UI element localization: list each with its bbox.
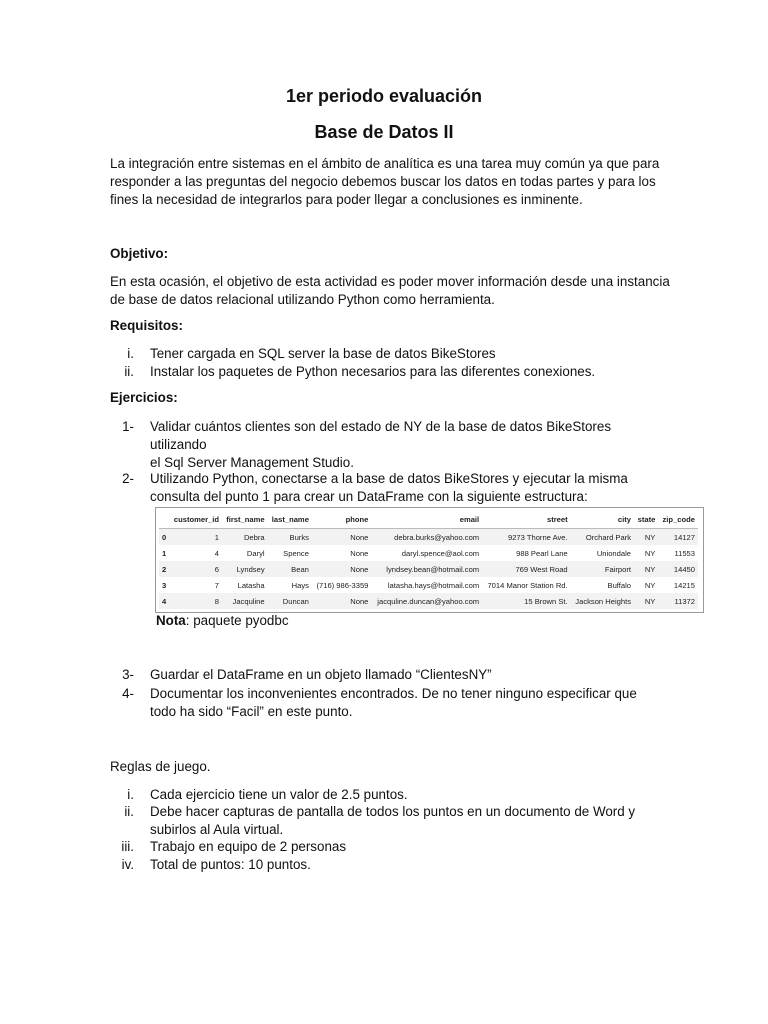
column-header: phone	[312, 511, 371, 529]
table-cell: Burks	[268, 529, 312, 546]
table-cell: Debra	[222, 529, 268, 546]
table-cell: Bean	[268, 561, 312, 577]
table-row	[159, 545, 698, 561]
column-header: state	[634, 511, 658, 529]
column-header: customer_id	[170, 511, 223, 529]
table-cell: Duncan	[268, 593, 312, 609]
table-cell: 9273 Thorne Ave.	[482, 529, 571, 546]
column-header: first_name	[222, 511, 268, 529]
list-marker: i.	[127, 787, 134, 802]
column-header: city	[571, 511, 634, 529]
table-cell: 4	[214, 548, 220, 558]
list-marker: 2-	[122, 471, 134, 486]
column-header	[159, 511, 170, 529]
table-cell: 11372	[658, 593, 698, 609]
table-cell: 8	[170, 593, 223, 609]
table-cell: NY	[644, 580, 656, 590]
list-text: Tener cargada en SQL server la base de datos BikeStores	[150, 346, 496, 361]
intro-paragraph	[110, 155, 670, 209]
table-cell: 988 Pearl Lane	[516, 548, 568, 558]
requisitos-heading: Requisitos:	[110, 318, 183, 333]
table-cell: Jackson Heights	[571, 593, 634, 609]
table-cell: 14215	[673, 580, 695, 590]
row-index: 2	[159, 561, 170, 577]
table-cell: None	[312, 593, 371, 609]
table-row	[159, 561, 698, 577]
table-cell: 1	[170, 529, 223, 546]
ejercicios-heading: Ejercicios:	[110, 390, 178, 405]
table-cell: None	[350, 548, 369, 558]
list-marker: 1-	[122, 419, 134, 434]
table-cell: latasha.hays@hotmail.com	[387, 580, 480, 590]
objetivo-paragraph	[110, 273, 670, 309]
list-text: Trabajo en equipo de 2 personas	[150, 839, 347, 854]
dataframe-table	[159, 511, 698, 609]
table-cell: (716) 986-3359	[316, 580, 369, 590]
column-header: street	[482, 511, 571, 529]
table-cell: NY	[644, 548, 656, 558]
column-header: last_name	[268, 511, 312, 529]
nota-text: : paquete pyodbc	[185, 613, 289, 628]
table-cell: Latasha	[237, 580, 265, 590]
list-text-line: Validar cuántos clientes son del estado de NY de la base de datos BikeStores utilizando	[150, 419, 612, 452]
table-row	[159, 577, 698, 593]
list-text	[150, 685, 660, 721]
list-text-line: consulta del punto 1 para crear un DataFrame con la siguiente estructura:	[150, 489, 588, 504]
list-text-line: el Sql Server Management Studio.	[150, 455, 354, 470]
list-marker: iii.	[121, 839, 134, 854]
row-index: 0	[159, 529, 170, 546]
table-cell: daryl.spence@aol.com	[401, 548, 480, 558]
list-text-line: subirlos al Aula virtual.	[150, 822, 284, 837]
list-text-line: Debe hacer capturas de pantalla de todos los puntos en un documento de Word y	[150, 804, 636, 819]
intro-line: La integración entre sistemas en el ámbito de analítica es una tarea muy común ya que para	[110, 156, 660, 171]
list-marker: ii.	[124, 364, 134, 379]
objetivo-line: En esta ocasión, el objetivo de esta actividad es poder mover información desde una instancia	[110, 274, 670, 289]
row-index: 1	[162, 548, 167, 558]
table-cell: Lyndsey	[222, 561, 268, 577]
table-cell: 6	[170, 561, 223, 577]
list-text: Total de puntos: 10 puntos.	[150, 857, 311, 872]
table-row	[159, 593, 698, 609]
list-text: Cada ejercicio tiene un valor de 2.5 puntos.	[150, 787, 408, 802]
objetivo-heading: Objetivo:	[110, 246, 169, 261]
table-cell: 11553	[674, 548, 695, 558]
intro-line: responder a las preguntas del negocio debemos buscar los datos en todas partes y para los	[110, 174, 656, 189]
reglas-heading: Reglas de juego.	[110, 759, 211, 774]
document-title: 1er periodo evaluación	[285, 86, 483, 106]
table-cell: Daryl	[246, 548, 265, 558]
table-cell: None	[312, 529, 371, 546]
table-cell: 769 West Road	[482, 561, 571, 577]
objetivo-line: de base de datos relacional utilizando Python como herramienta.	[110, 292, 495, 307]
list-text: Guardar el DataFrame en un objeto llamado “ClientesNY”	[150, 667, 492, 682]
list-text	[150, 803, 660, 839]
table-cell: jacquline.duncan@yahoo.com	[371, 593, 482, 609]
nota-line	[156, 613, 289, 628]
list-text: Instalar los paquetes de Python necesarios para las diferentes conexiones.	[150, 364, 596, 379]
intro-line: fines la necesidad de integrarlos para poder llegar a conclusiones es inminente.	[110, 192, 583, 207]
table-cell: NY	[634, 529, 658, 546]
list-marker: ii.	[124, 804, 134, 819]
table-cell: 7014 Manor Station Rd.	[487, 580, 568, 590]
list-text-line: todo ha sido “Facil” en este punto.	[150, 704, 353, 719]
table-cell: 15 Brown St.	[482, 593, 571, 609]
document-subtitle: Base de Datos II	[314, 122, 454, 142]
table-cell: Spence	[283, 548, 309, 558]
nota-label: Nota	[156, 613, 186, 628]
table-cell: lyndsey.bean@hotmail.com	[371, 561, 482, 577]
list-text-line: Documentar los inconvenientes encontrados. De no tener ninguno especificar que	[150, 686, 637, 701]
column-header: zip_code	[658, 511, 698, 529]
dataframe-screenshot	[155, 507, 704, 613]
list-marker: 4-	[122, 686, 134, 701]
table-cell: NY	[634, 593, 658, 609]
list-text	[150, 418, 660, 472]
table-cell: Fairport	[571, 561, 634, 577]
table-cell: 7	[214, 580, 220, 590]
table-cell: None	[312, 561, 371, 577]
table-cell: NY	[634, 561, 658, 577]
row-index: 4	[159, 593, 170, 609]
list-marker: iv.	[121, 857, 134, 872]
table-cell: Uniondale	[596, 548, 632, 558]
table-cell: Buffalo	[607, 580, 632, 590]
table-cell: Hays	[291, 580, 309, 590]
table-cell: Jacquline	[222, 593, 268, 609]
list-marker: i.	[127, 346, 134, 361]
column-header: email	[371, 511, 482, 529]
table-row	[159, 529, 698, 546]
table-cell: debra.burks@yahoo.com	[371, 529, 482, 546]
table-cell: 14450	[658, 561, 698, 577]
table-header-row	[159, 511, 698, 529]
table-cell: 14127	[658, 529, 698, 546]
list-text	[150, 470, 660, 506]
list-marker: 3-	[122, 667, 134, 682]
table-cell: Orchard Park	[571, 529, 634, 546]
row-index: 3	[162, 580, 167, 590]
list-text-line: Utilizando Python, conectarse a la base de datos BikeStores y ejecutar la misma	[150, 471, 628, 486]
